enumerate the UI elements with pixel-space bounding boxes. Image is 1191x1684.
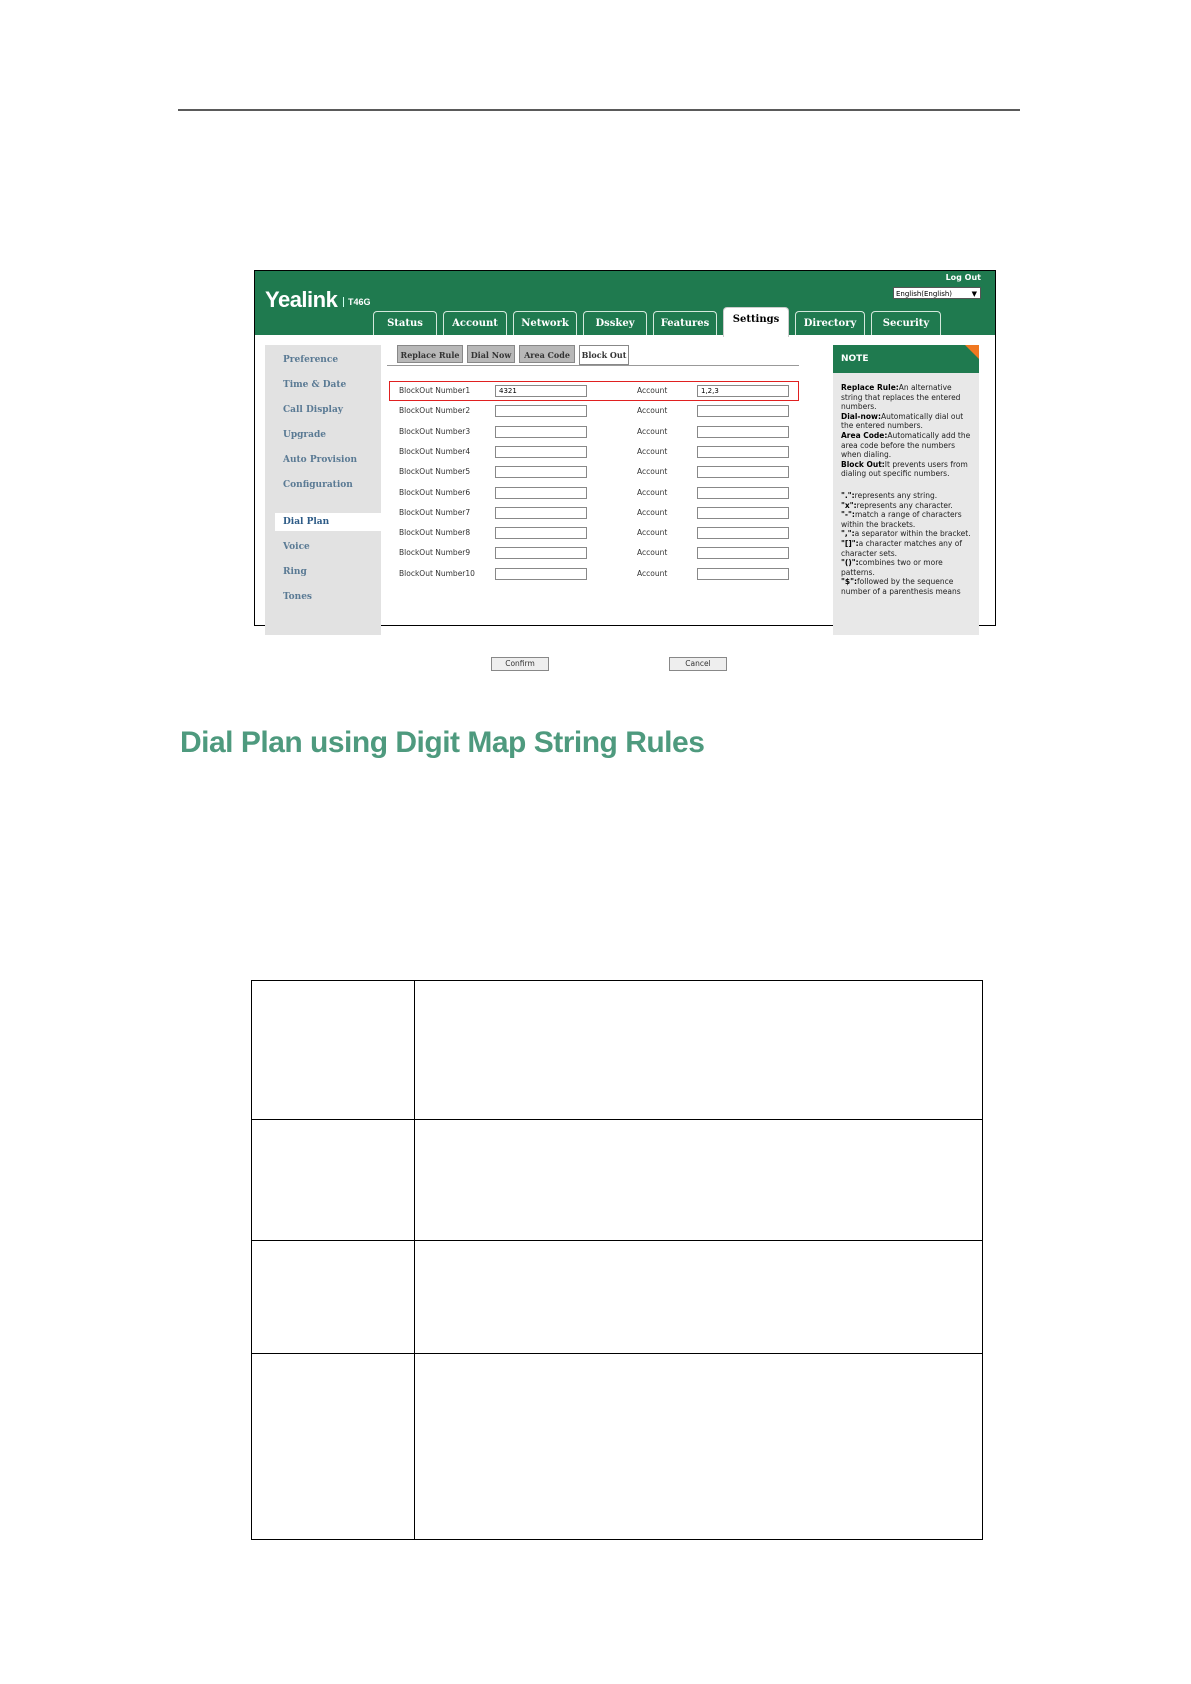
- note-term: "[]":: [841, 538, 859, 548]
- tab-network[interactable]: Network: [513, 311, 577, 335]
- account-label: Account: [637, 487, 668, 497]
- blockout-number-input[interactable]: [495, 507, 587, 519]
- blockout-number-label: BlockOut Number8: [399, 528, 471, 538]
- blockout-number-input[interactable]: [495, 426, 587, 438]
- chevron-down-icon: ▼: [971, 290, 977, 298]
- sidebar-item-call-display[interactable]: Call Display: [283, 405, 344, 415]
- tab-account[interactable]: Account: [443, 311, 507, 335]
- sidebar: [265, 345, 381, 635]
- note-line: [841, 539, 975, 558]
- note-text: An alternative string that replaces the entered numbers.: [841, 383, 961, 412]
- account-label: Account: [637, 548, 668, 558]
- web-ui-screenshot: [254, 270, 996, 668]
- blockout-number-label: BlockOut Number2: [399, 406, 471, 416]
- sidebar-item-auto-provision[interactable]: Auto Provision: [283, 455, 358, 465]
- blockout-number-label: BlockOut Number10: [399, 568, 475, 578]
- subtab-replace-rule[interactable]: Replace Rule: [397, 345, 463, 363]
- account-input[interactable]: [697, 527, 789, 539]
- account-input[interactable]: 1,2,3: [697, 385, 789, 397]
- note-text: a character matches any of character sets.: [841, 538, 962, 558]
- note-line: [841, 491, 975, 501]
- subtab-underline: [387, 365, 799, 366]
- sidebar-item-dial-plan[interactable]: Dial Plan: [283, 517, 330, 527]
- account-input[interactable]: [697, 426, 789, 438]
- note-corner-icon: [965, 345, 979, 359]
- subtab-block-out[interactable]: Block Out: [579, 345, 629, 365]
- note-term: "$":: [841, 577, 858, 587]
- note-line: [841, 412, 975, 431]
- blockout-number-input[interactable]: [495, 527, 587, 539]
- note-body: [841, 383, 975, 596]
- account-label: Account: [637, 528, 668, 538]
- table-column-divider: [414, 981, 415, 1539]
- note-text: represents any character.: [856, 500, 953, 510]
- note-panel: [833, 345, 979, 635]
- note-term: "x":: [841, 500, 857, 510]
- note-line: [841, 510, 975, 529]
- account-input[interactable]: [697, 568, 789, 580]
- account-input[interactable]: [697, 446, 789, 458]
- note-line: [841, 558, 975, 577]
- note-text: followed by the sequence number of a parenthesis means: [841, 577, 961, 596]
- blockout-number-input[interactable]: [495, 466, 587, 478]
- tab-security[interactable]: Security: [871, 311, 941, 335]
- confirm-button[interactable]: Confirm: [491, 657, 549, 671]
- account-label: Account: [637, 467, 668, 477]
- rules-table: [251, 980, 983, 1540]
- note-text: It prevents users from dialing out specific numbers.: [841, 459, 968, 479]
- sidebar-item-time-date[interactable]: Time & Date: [283, 380, 347, 390]
- blockout-number-label: BlockOut Number1: [399, 386, 471, 395]
- subtab-dial-now[interactable]: Dial Now: [467, 345, 515, 363]
- blockout-number-input[interactable]: [495, 446, 587, 458]
- account-input[interactable]: [697, 487, 789, 499]
- note-term: Area Code:: [841, 430, 888, 440]
- account-label: Account: [637, 507, 668, 517]
- table-row-divider: [252, 1353, 982, 1354]
- header-rule: [178, 109, 1020, 111]
- tab-dsskey[interactable]: Dsskey: [583, 311, 647, 335]
- blockout-number-label: BlockOut Number4: [399, 446, 471, 456]
- account-input[interactable]: [697, 547, 789, 559]
- sidebar-item-upgrade[interactable]: Upgrade: [283, 430, 327, 440]
- note-line: [841, 460, 975, 479]
- account-input[interactable]: [697, 466, 789, 478]
- note-text: match a range of characters within the brackets.: [841, 510, 962, 529]
- note-line: [841, 501, 975, 511]
- blockout-number-label: BlockOut Number3: [399, 426, 471, 436]
- block-out-panel: [387, 341, 799, 668]
- blockout-number-input[interactable]: [495, 547, 587, 559]
- brand-logo: Yealink: [265, 287, 338, 312]
- note-line: [841, 431, 975, 460]
- table-row-divider: [252, 1119, 982, 1120]
- subtab-area-code[interactable]: Area Code: [519, 345, 575, 363]
- sidebar-item-voice[interactable]: Voice: [283, 542, 310, 552]
- cancel-button[interactable]: Cancel: [669, 657, 727, 671]
- tab-directory[interactable]: Directory: [795, 311, 865, 335]
- account-label: Account: [637, 568, 668, 578]
- note-term: Dial-now:: [841, 411, 881, 421]
- note-title: NOTE: [833, 345, 979, 373]
- sidebar-item-tones[interactable]: Tones: [283, 592, 313, 602]
- blockout-number-label: BlockOut Number5: [399, 467, 471, 477]
- model-label: T46G: [343, 297, 371, 307]
- note-text: Automatically add the area code before the numbers when dialing.: [841, 430, 971, 460]
- blockout-number-label: BlockOut Number9: [399, 548, 471, 558]
- tab-features[interactable]: Features: [653, 311, 717, 335]
- account-input[interactable]: [697, 405, 789, 417]
- blockout-number-label: BlockOut Number6: [399, 487, 471, 497]
- tab-status[interactable]: Status: [373, 311, 437, 335]
- note-term: ".":: [841, 490, 855, 500]
- note-term: ",":: [841, 529, 855, 539]
- note-term: "()":: [841, 558, 859, 568]
- language-select[interactable]: English(English) ▼: [893, 287, 981, 299]
- blockout-number-input[interactable]: 4321: [495, 385, 587, 397]
- account-label: Account: [637, 426, 668, 436]
- account-label: Account: [637, 406, 668, 416]
- note-text: represents any string.: [854, 490, 938, 500]
- note-term: Replace Rule:: [841, 383, 899, 392]
- blockout-number-input[interactable]: [495, 568, 587, 580]
- account-label: Account: [637, 446, 668, 456]
- note-line: [841, 529, 975, 539]
- note-line: [841, 479, 975, 491]
- table-row-divider: [252, 1240, 982, 1241]
- logout-link[interactable]: Log Out: [945, 273, 981, 282]
- section-title: Dial Plan using Digit Map String Rules: [180, 726, 705, 759]
- note-term: Block Out:: [841, 459, 885, 469]
- sidebar-item-ring[interactable]: Ring: [283, 567, 307, 577]
- note-text: combines two or more patterns.: [841, 558, 943, 577]
- top-header: [255, 271, 995, 335]
- note-line: [841, 383, 975, 412]
- sidebar-item-configuration[interactable]: Configuration: [283, 480, 353, 490]
- blockout-number-input[interactable]: [495, 487, 587, 499]
- blockout-number-label: BlockOut Number7: [399, 507, 471, 517]
- account-label: Account: [637, 386, 668, 395]
- blockout-number-input[interactable]: [495, 405, 587, 417]
- note-line: [841, 577, 975, 596]
- sidebar-item-preference[interactable]: Preference: [283, 355, 339, 365]
- note-term: "-":: [841, 510, 855, 520]
- account-input[interactable]: [697, 507, 789, 519]
- tab-settings[interactable]: Settings: [723, 307, 789, 337]
- note-text: a separator within the bracket.: [854, 529, 971, 539]
- note-text: Automatically dial out the entered numbers.: [841, 411, 964, 431]
